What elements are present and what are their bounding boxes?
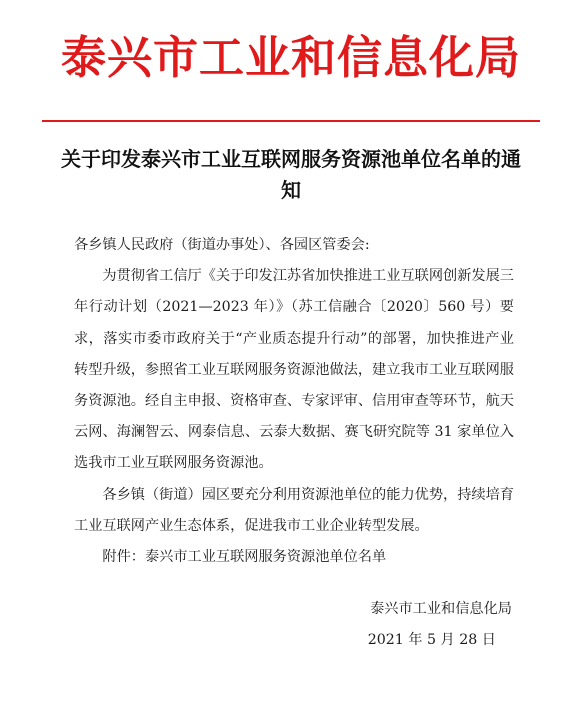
issue-date: 2021 年 5 月 28 日 <box>367 632 496 648</box>
signature-block <box>368 594 512 656</box>
body-paragraph-2: 各乡镇（街道）园区要充分利用资源池单位的能力优势，持续培育工业互联网产业生态体系，促进我市工业企业转型发展。 <box>74 486 514 534</box>
org-header-title: 泰兴市工业和信息化局 <box>60 31 521 84</box>
attachment-line: 附件：泰兴市工业互联网服务资源池单位名单 <box>102 549 387 566</box>
body-paragraph-1: 为贯彻省工信厅《关于印发江苏省加快推进工业互联网创新发展三年行动计划（2021—2023 年）》（苏工信融合〔2020〕560 号）要求，落实市委市政府关于“产业质态提升行动”的部署，加快推进产业转型升级，参照省工业互联网服务资源池做法，建立我市工业互联网服务资源池。经自主申报、资格审查、专家评审、信用审查等环节，航天云网、海澜智云、网泰信息、云泰大数据、赛飞研究院等 31 家单位入选我市工业互联网服务资源池。 <box>74 268 514 472</box>
salutation: 各乡镇人民政府（街道办事处）、各园区管委会: <box>74 237 370 253</box>
issuer-name: 泰兴市工业和信息化局 <box>370 601 512 617</box>
document-title: 关于印发泰兴市工业互联网服务资源池单位名单的通知 <box>61 147 521 202</box>
red-divider-line <box>42 120 540 122</box>
document-body <box>74 230 514 573</box>
